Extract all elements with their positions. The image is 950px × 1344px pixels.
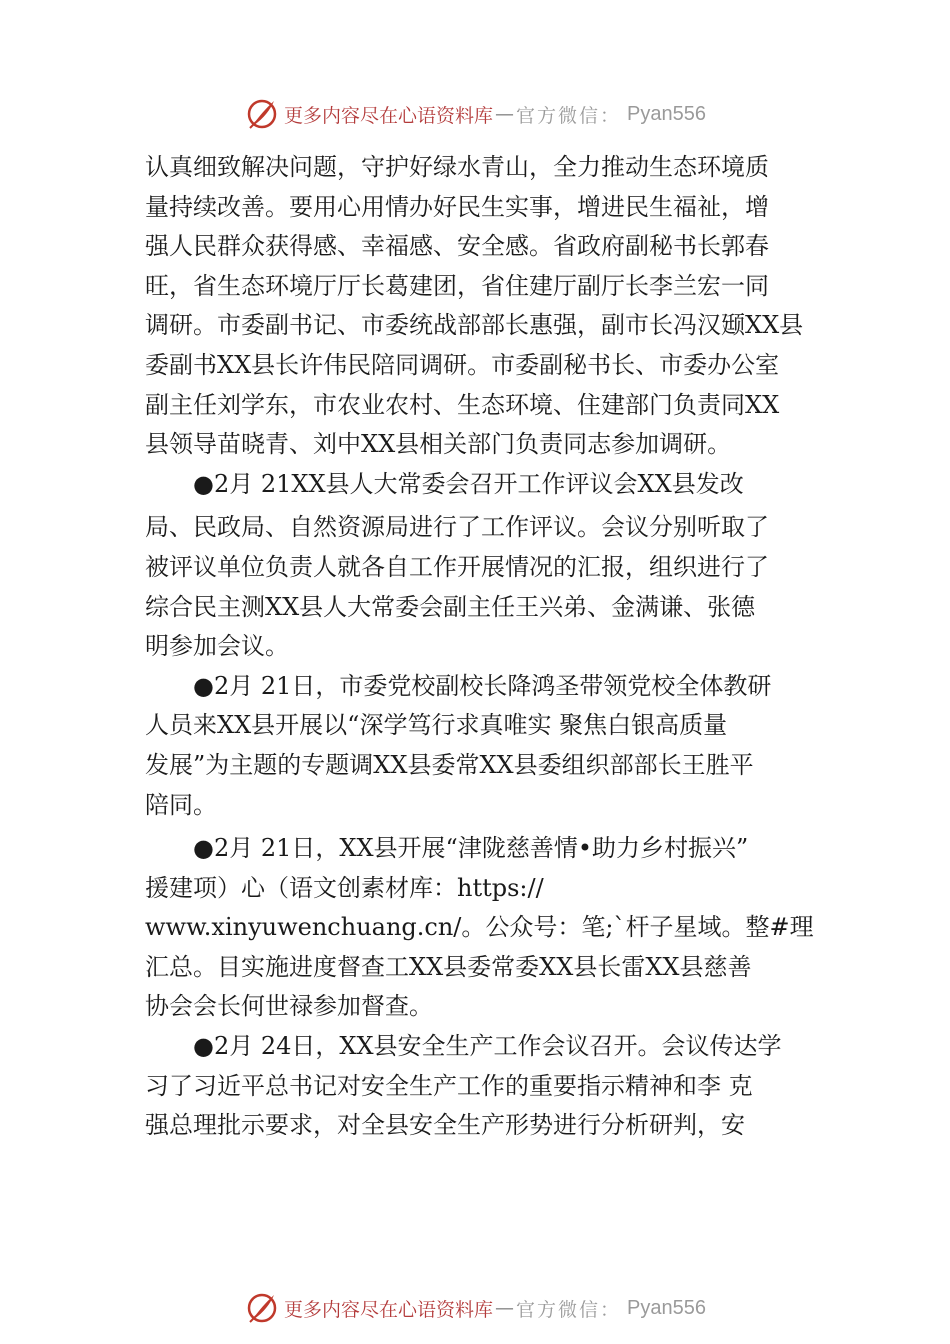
quill-logo-icon <box>244 96 280 132</box>
footer-banner <box>0 1288 950 1328</box>
text-line: 明参加会议。 <box>145 632 289 661</box>
text-line: www.xinyuwenchuang.cn/。公众号：笔;`杆子星域。整#理 <box>145 913 814 942</box>
text-line: 量持续改善。要用心用情办好民生实事，增进民生福祉，增 <box>145 192 769 221</box>
text-line: 汇总。目实施进度督查工XX县委常委XX县长雷XX县慈善 <box>145 952 752 981</box>
text-line: 陪同。 <box>145 790 217 819</box>
text-line: 习了习近平总书记对安全生产工作的重要指示精神和李 克 <box>145 1071 753 1100</box>
text-line: 发展”为主题的专题调XX县委常XX县委组织部部长王胜平 <box>145 750 754 779</box>
footer-wechat-id: Pyan556 <box>627 1296 706 1319</box>
text-line: 被评议单位负责人就各自工作开展情况的汇报，组织进行了 <box>145 552 769 581</box>
text-line: 强人民群众获得感、幸福感、安全感。省政府副秘书长郭春 <box>145 232 769 261</box>
header-banner <box>0 94 950 134</box>
text-line: 强总理批示要求，对全县安全生产形势进行分析研判，安 <box>145 1111 745 1140</box>
quill-logo-icon <box>244 1290 280 1326</box>
text-line: 援建项）心（语文创素材库：https:// <box>145 873 544 902</box>
header-slogan: 更多内容尽在心语资料库 <box>284 104 494 127</box>
bullet-paragraph-start: ●2月 24日，XX县安全生产工作会议召开。会议传达学 <box>193 1032 782 1061</box>
text-line: 协会会长何世禄参加督查。 <box>145 992 433 1021</box>
text-line: 认真细致解决问题，守护好绿水青山，全力推动生态环境质 <box>145 153 769 181</box>
document-body <box>145 148 820 1146</box>
footer-separator: — <box>495 1297 515 1319</box>
text-line: 人员来XX县开展以“深学笃行求真唯实 聚焦白银高质量 <box>145 711 728 740</box>
header-wechat-label: 官方微信： <box>516 104 622 127</box>
text-line: 旺，省生态环境厅厅长葛建团，省住建厅副厅长李兰宏一同 <box>145 271 769 300</box>
header-wechat-id: Pyan556 <box>627 102 706 125</box>
bullet-paragraph-start: ●2月 21XX县人大常委会召开工作评议会XX县发改 <box>193 469 744 498</box>
footer-slogan: 更多内容尽在心语资料库 <box>284 1298 494 1321</box>
bullet-paragraph-start: ●2月 21日，市委党校副校长降鸿圣带领党校全体教研 <box>193 671 772 700</box>
header-separator: — <box>495 103 515 125</box>
text-line: 副主任刘学东，市农业农村、生态环境、住建部门负责同XX <box>145 390 780 419</box>
text-line: 委副书XX县长许伟民陪同调研。市委副秘书长、市委办公室 <box>145 350 780 379</box>
text-line: 综合民主测XX县人大常委会副主任王兴弟、金满谦、张德 <box>145 592 756 621</box>
bullet-paragraph-start: ●2月 21日，XX县开展“津陇慈善情•助力乡村振兴” <box>193 834 749 863</box>
footer-wechat-label: 官方微信： <box>516 1298 622 1321</box>
text-line: 调研。市委副书记、市委统战部部长惠强，副市长冯汉颋XX县 <box>145 311 804 340</box>
text-line: 局、民政局、自然资源局进行了工作评议。会议分别听取了 <box>145 513 769 542</box>
text-line: 县领导苗晓青、刘中XX县相关部门负责同志参加调研。 <box>145 430 732 459</box>
